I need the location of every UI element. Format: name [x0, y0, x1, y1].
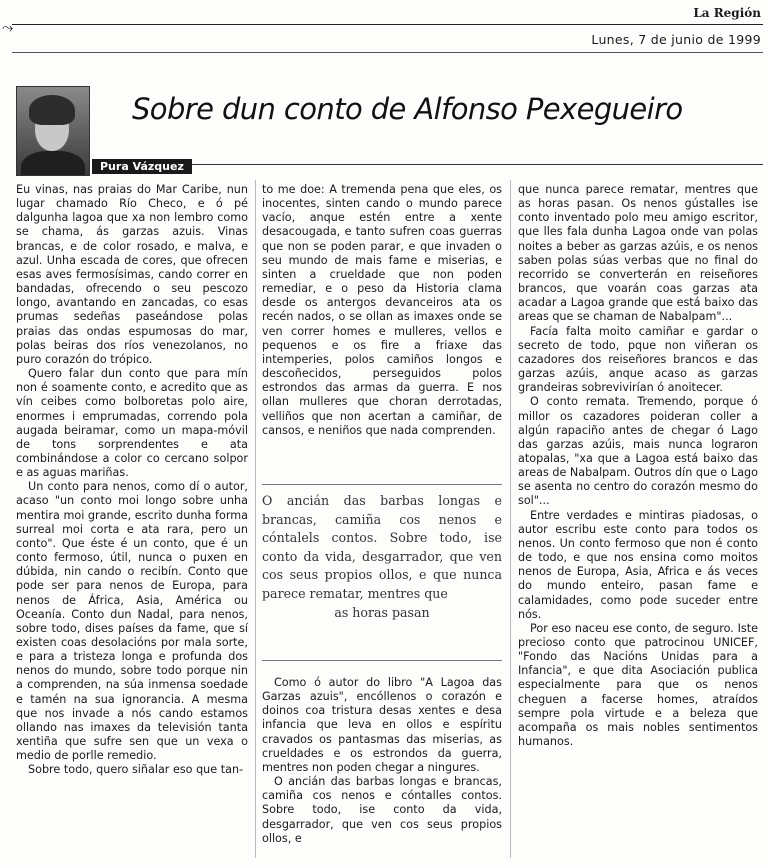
paragraph: Entre verdades e mintiras piadosas, o autor escribu este conto para todos os nenos. Un conto fermoso que non é conto de todo, e que nos ensina como moitos nenos de Europa, Asia, Africa e ás veces do mundo enteiro, pasan fame e calamidades, como pode suceder entre nós.: [518, 508, 758, 621]
article-title: Sobre dun conto de Alfonso Pexegueiro: [132, 92, 683, 126]
author-byline: Pura Vázquez: [92, 159, 192, 174]
paragraph: Por eso naceu ese conto, de seguro. Iste precioso conto que patrocinou UNICEF, "Fondo das Nacións Unidas para a Infancia", e que dita Asociación publica especialmente para que os nenos cheguen a facerse homes, atraídos sempre pola virtude e a beleza que acompaña os mais nobles sentimentos humanos.: [518, 621, 758, 749]
issue-date: Lunes, 7 de junio de 1999: [591, 32, 761, 47]
paragraph: Quero falar dun conto que para mín non é soamente conto, e acredito que as vín ceibes como bolboretas polo aire, enormes i emprumadas, correndo pola augada beiramar, como un mapa-móvil de tons sorprendentes e ata combinándose a color co cercano solpor e as aguas mariñas.: [16, 367, 248, 480]
pen-mark-icon: ⤳: [2, 20, 14, 36]
pullquote-rule-top: [262, 484, 502, 485]
paragraph: Como ó autor do libro "A Lagoa das Garzas azuis", encóllenos o corazón e doinos coa tristura desas xentes e desa infancia que leva en ollos e espíritu cravados os pantasmas das miserias, as crueldades e os estrondos da guerra, mentres non poden chegar a ningures.: [262, 676, 502, 774]
paragraph: to me doe: A tremenda pena que eles, os inocentes, sinten cando o mundo parece vacío, anque estén entre a xente desacougada, e tanto sufren coas guerras que non se poden parar, e que invaden o seu mundo de mais fame e miserias, e sinten a crueldade que non poden remediar, e o peso da Historia clama desde os antergos devanceiros ata os recén nados, o se ollan as imaxes onde se ven correr homes e mulleres, vellos e pequenos e os fire a friaxe das intemperies, polos camiños longos e descoñecidos, perseguidos polos estrondos das armas da guerra. E nos ollan mulleres que choran derrotadas, velliños que non acertan a camiñar, de cansos, e neniños que nada comprenden.: [262, 183, 502, 437]
column-2: [262, 183, 502, 438]
pullquote-rule-bottom: [262, 660, 502, 661]
paragraph: O ancián das barbas longas e brancas, camiña cos nenos e cóntalles contos. Sobre todo, ise conto da vida, desgarrador, que ven cos seus propios ollos, e: [262, 775, 502, 845]
paragraph: Facía falta moito camiñar e gardar o secreto de todo, pque non viñeran os cazadores dos reiseñores brancos e das garzas azúis, anque acaso as garzas grandeiras sobrevivirían ó anoitecer.: [518, 324, 758, 395]
pullquote-last-line: as horas pasan: [334, 604, 430, 620]
column-separator: [255, 180, 256, 858]
pullquote-text: O ancián das barbas longas e brancas, camiña cos nenos e cóntalels contos. Sobre todo, ise conto da vida, desgarrador, que ven cos seus propios ollos, e que nunca parece rematar, mentres que: [262, 493, 502, 601]
title-rule: [92, 164, 763, 165]
date-rule: [12, 52, 763, 53]
publication-name: La Región: [693, 6, 761, 20]
pullquote: [262, 492, 502, 622]
paragraph: Eu vinas, nas praias do Mar Caribe, nun lugar chamado Río Checo, e ó pé dalgunha lagoa que xa non lembro como se chama, ás garzas azuis. Vinas brancas, e de color rosado, e malva, e azul. Unha escada de cores, que ofrecen esas aves fermosísimas, cando correr en bandadas, ofrecendo o seu pescozo longo, avantando en zancadas, co esas prumas sedeñas paseándose polas praias das ondas espumosas do mar, polas beiras dos ríos venezolanos, no puro corazón do trópico.: [16, 183, 248, 366]
author-photo: [16, 86, 90, 176]
paragraph: Sobre todo, quero siñalar eso que tan-: [28, 763, 244, 777]
column-separator: [510, 180, 511, 858]
top-rule: [12, 24, 763, 25]
column-2-continued: [262, 676, 502, 846]
paragraph: Un conto para nenos, como dí o autor, acaso "un conto moi longo sobre unha mentira moi grande, escrito dunha forma surreal moi corta e ata rara, pero un conto". Que éste é un conto, que é un conto fermoso, útil, nunca o puxen en dúbida, nin cando o recibín. Conto que pode ser para nenos de Europa, para nenos de África, Asia, América ou Oceanía. Conto dun Nadal, para nenos, sobre todo, dises países da fame, que sí existen coas desolacións por mala sorte, e para a tristeza longa e profunda dos nenos do mundo, sobre todo porque nin a comprenden, na súa inmensa soedade e tamén na sua ignorancia. A mesma que nos invade a nós cando estamos ollando nas imaxes da televisión tanta xentiña que sufre sen que un vexa o medio de porlle remedio.: [16, 480, 248, 763]
column-1: [16, 183, 248, 778]
paragraph: O conto remata. Tremendo, porque ó millor os cazadores poideran coller a algún rapaciño antes de chegar ó Lago das garzas azúis, mais nunca lograron atopalas, "xa que a Lagoa está baixo das areas de Nabalpam. Outros dín que o Lago se asenta no centro do corazón mesmo do sol"...: [518, 395, 758, 508]
paragraph: que nunca parece rematar, mentres que as horas pasan. Os nenos gústalles ise conto inventado polo meu amigo escritor, que lles fala dunha Lagoa onde van polas noites a beber as garzas azúis, e os nenos saben polas súas verbas que no final do recorrido se converterán en reiseñores brancos, que voarán coas garzas ata acadar a Lagoa grande que está baixo das areas que se chaman de Nabalpam"...: [518, 183, 758, 324]
column-3: [518, 183, 758, 749]
